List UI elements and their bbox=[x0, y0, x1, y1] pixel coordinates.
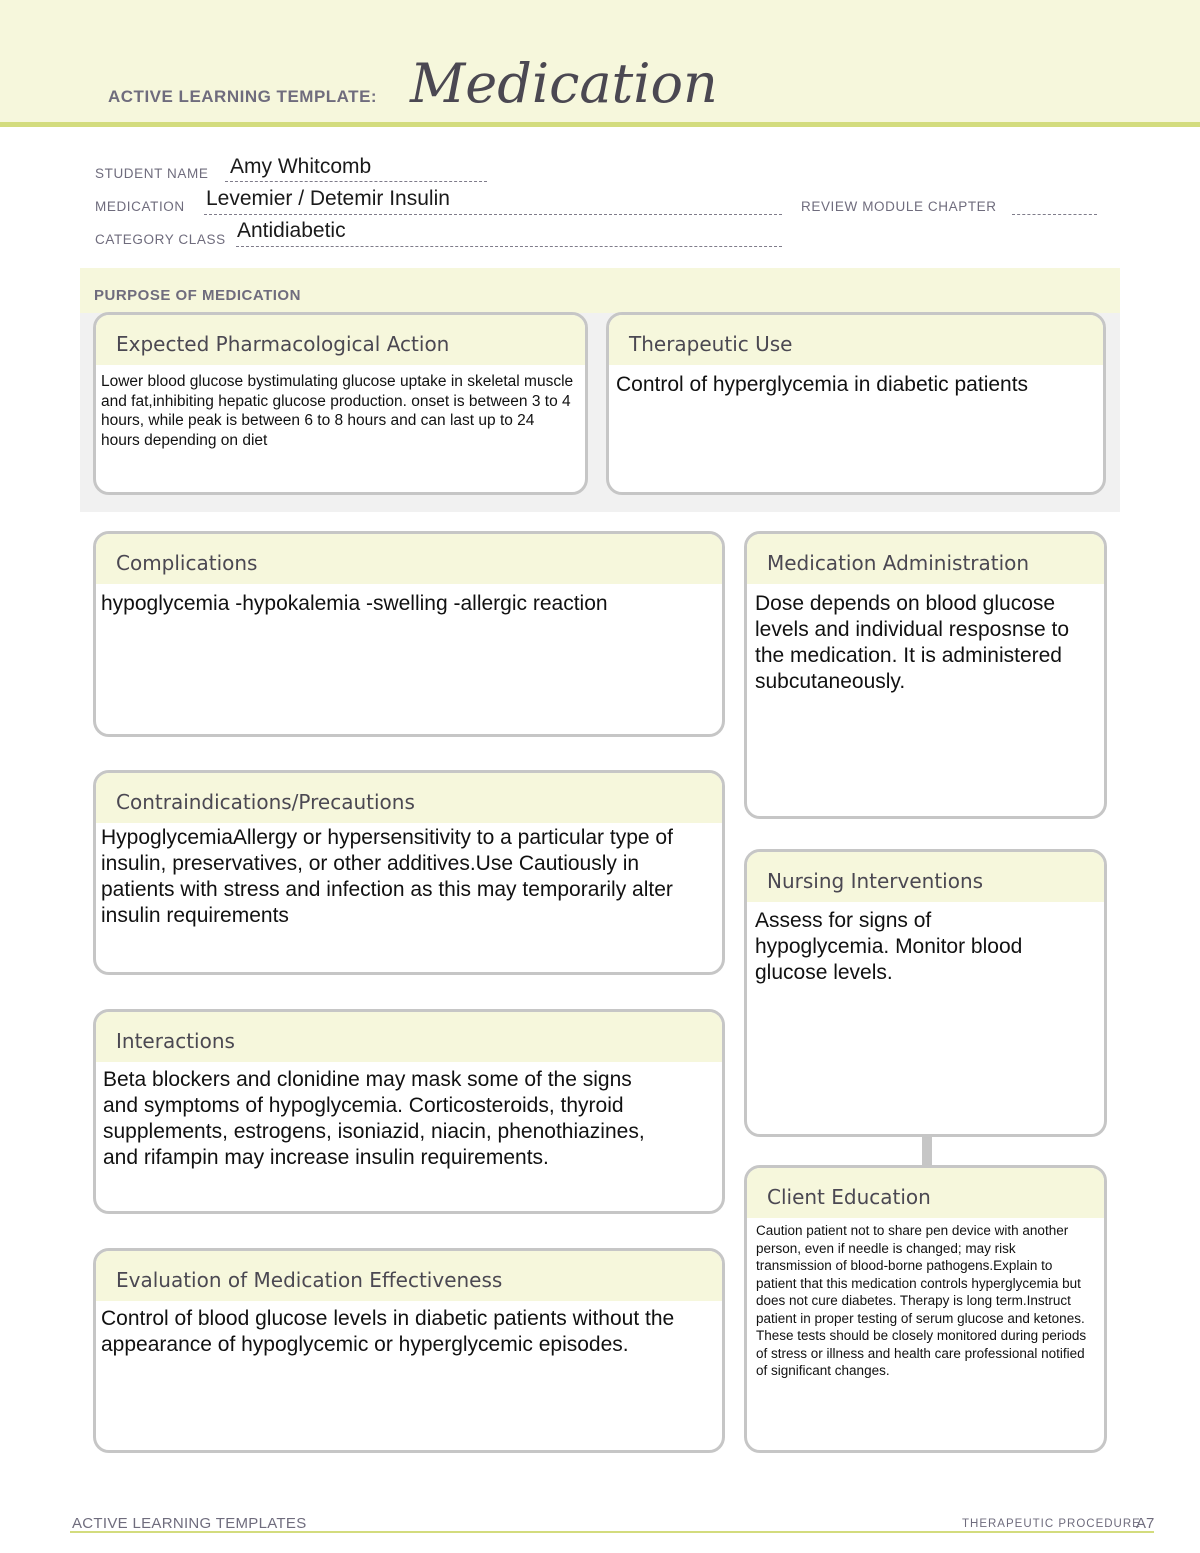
footer-left: ACTIVE LEARNING TEMPLATES bbox=[72, 1515, 307, 1532]
contraindications-text[interactable]: HypoglycemiaAllergy or hypersensitivity to a particular type of insulin, preservatives, or other additives.Use Cautiously in patients with stress and infection as this may temporarily alter insulin requirements bbox=[101, 826, 673, 927]
nursing-card bbox=[744, 849, 1107, 1137]
review-module-field[interactable] bbox=[1012, 214, 1097, 215]
administration-title: Medication Administration bbox=[747, 534, 1104, 584]
review-module-label: REVIEW MODULE CHAPTER bbox=[801, 199, 997, 214]
client-education-title: Client Education bbox=[747, 1168, 1104, 1218]
therapeutic-use-text[interactable]: Control of hyperglycemia in diabetic patients bbox=[616, 373, 1029, 396]
header-rule bbox=[0, 122, 1200, 127]
student-name-field[interactable]: Amy Whitcomb bbox=[230, 155, 372, 178]
pharm-action-text[interactable]: Lower blood glucose bystimulating glucose uptake in skeletal muscle and fat,inhibiting hepatic glucose production. onset is between 3 to 4 hours, while peak is between 6 to 8 hours and can last up to 24 hours depending on diet bbox=[101, 373, 574, 449]
category-class-field[interactable]: Antidiabetic bbox=[237, 219, 346, 242]
contraindications-title: Contraindications/Precautions bbox=[96, 773, 722, 823]
evaluation-title: Evaluation of Medication Effectiveness bbox=[96, 1251, 722, 1301]
page-number: A7 bbox=[1136, 1515, 1155, 1532]
category-class-line bbox=[236, 246, 782, 247]
complications-card bbox=[93, 531, 725, 737]
administration-text[interactable]: Dose depends on blood glucose levels and individual resposnse to the medication. It is administered subcutaneously. bbox=[755, 592, 1070, 693]
pharm-action-card bbox=[93, 312, 588, 495]
category-class-label: CATEGORY CLASS bbox=[95, 232, 226, 247]
evaluation-text[interactable]: Control of blood glucose levels in diabetic patients without the appearance of hypoglycemic or hyperglycemic episodes. bbox=[101, 1307, 675, 1356]
template-label: ACTIVE LEARNING TEMPLATE: bbox=[108, 87, 378, 106]
interactions-card bbox=[93, 1009, 725, 1214]
pharm-action-title: Expected Pharmacological Action bbox=[96, 315, 585, 365]
student-name-line bbox=[225, 181, 487, 182]
complications-title: Complications bbox=[96, 534, 722, 584]
page-title: Medication bbox=[410, 52, 718, 115]
therapeutic-use-card bbox=[606, 312, 1106, 495]
interactions-title: Interactions bbox=[96, 1012, 722, 1062]
student-name-label: STUDENT NAME bbox=[95, 166, 209, 181]
client-education-card bbox=[744, 1165, 1107, 1453]
therapeutic-use-title: Therapeutic Use bbox=[609, 315, 1103, 365]
purpose-label: PURPOSE OF MEDICATION bbox=[94, 287, 301, 304]
medication-field[interactable]: Levemier / Detemir Insulin bbox=[206, 187, 450, 210]
evaluation-card bbox=[93, 1248, 725, 1453]
contraindications-card bbox=[93, 770, 725, 975]
footer-right: THERAPEUTIC PROCEDURE bbox=[962, 1518, 1141, 1530]
medication-label: MEDICATION bbox=[95, 199, 185, 214]
client-education-text[interactable]: Caution patient not to share pen device with another person, even if needle is changed; may risk transmission of blood-borne pathogens.Explain to patient that this medication controls hyperglycemia but does not cure diabetes. Therapy is long term.Instruct patient in proper testing of serum glucose and ketones. These tests should be closely monitored during periods of stress or illness and health care professional notified of significant changes. bbox=[756, 1223, 1087, 1378]
nursing-text[interactable]: Assess for signs of hypoglycemia. Monitor blood glucose levels. bbox=[755, 909, 1023, 984]
card-connector bbox=[922, 1134, 932, 1168]
interactions-text[interactable]: Beta blockers and clonidine may mask some of the signs and symptoms of hypoglycemia. Corticosteroids, thyroid supplements, estrogens, isoniazid, niacin, phenothiazines, and rifampin may increase insulin requirements. bbox=[103, 1068, 645, 1169]
nursing-title: Nursing Interventions bbox=[747, 852, 1104, 902]
purpose-header bbox=[80, 268, 1120, 313]
complications-text[interactable]: hypoglycemia -hypokalemia -swelling -allergic reaction bbox=[101, 592, 608, 615]
medication-line bbox=[204, 214, 782, 215]
administration-card bbox=[744, 531, 1107, 819]
